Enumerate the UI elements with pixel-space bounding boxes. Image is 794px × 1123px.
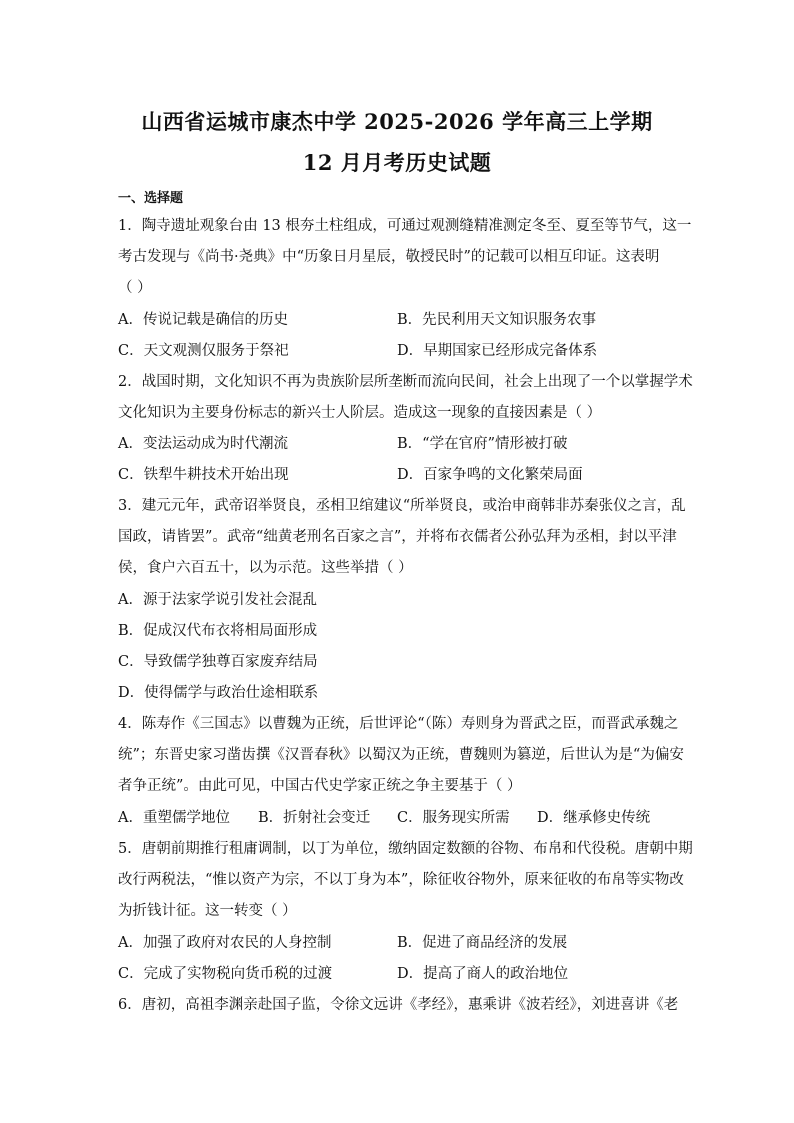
q3-stem-line1: 3．建元元年，武帝诏举贤良，丞相卫绾建议“所举贤良，或治申商韩非苏秦张仪之言，乱 <box>118 498 686 514</box>
q3-option-a: A．源于法家学说引发社会混乱 <box>118 592 317 608</box>
exam-title-line2: 12 月月考历史试题 <box>302 150 492 175</box>
q1-stem-line2: 考古发现与《尚书·尧典》中“历象日月星辰，敬授民时”的记载可以相互印证。这表明 <box>118 249 660 265</box>
q2-stem-line1: 2．战国时期，文化知识不再为贵族阶层所垄断而流向民间，社会上出现了一个以掌握学术 <box>118 374 693 390</box>
q3-stem-line2: 国政，请皆罢”。武帝“绌黄老刑名百家之言”，并将布衣儒者公孙弘拜为丞相，封以平津 <box>118 529 677 545</box>
q4-stem-line2: 统”；东晋史家习凿齿撰《汉晋春秋》以蜀汉为正统，曹魏则为篡逆，后世认为是“为偏安 <box>118 747 684 763</box>
q3-stem-line3: 侯，食户六百五十，以为示范。这些举措（ ） <box>118 560 413 576</box>
q2-option-a: A．变法运动成为时代潮流 <box>118 436 288 452</box>
q4-option-b: B．折射社会变迁 <box>258 810 371 826</box>
section-heading: 一、选择题 <box>118 191 184 206</box>
exam-title-line1: 山西省运城市康杰中学 2025-2026 学年高三上学期 <box>141 109 653 134</box>
q4-option-c: C．服务现实所需 <box>397 810 510 826</box>
q3-option-d: D．使得儒学与政治仕途相联系 <box>118 685 319 701</box>
q3-option-b: B．促成汉代布衣将相局面形成 <box>118 623 318 639</box>
q1-stem-line3: （ ） <box>118 280 152 296</box>
q2-stem-line2: 文化知识为主要身份标志的新兴士人阶层。造成这一现象的直接因素是（ ） <box>118 405 602 421</box>
q5-stem-line2: 改行两税法，“惟以资产为宗，不以丁身为本”，除征收谷物外，原来征收的布帛等实物改 <box>118 872 684 888</box>
q4-option-a: A．重塑儒学地位 <box>118 810 230 826</box>
q5-option-b: B．促进了商品经济的发展 <box>397 935 568 951</box>
q1-option-d: D．早期国家已经形成完备体系 <box>397 343 598 359</box>
q4-option-d: D．继承修史传统 <box>537 810 651 826</box>
q4-stem-line3: 者争正统”。由此可见，中国古代史学家正统之争主要基于（ ） <box>118 778 522 794</box>
q2-option-b: B．“学在官府”情形被打破 <box>397 436 568 452</box>
q5-option-c: C．完成了实物税向货币税的过渡 <box>118 966 333 982</box>
q5-stem-line1: 5．唐朝前期推行租庸调制，以丁为单位，缴纳固定数额的谷物、布帛和代役税。唐朝中期 <box>118 841 693 857</box>
q5-option-d: D．提高了商人的政治地位 <box>397 966 569 982</box>
q5-stem-line3: 为折钱计征。这一转变（ ） <box>118 903 297 919</box>
q6-stem-line1: 6．唐初，高祖李渊亲赴国子监，令徐文远讲《孝经》，惠乘讲《波若经》，刘进喜讲《老 <box>118 997 679 1013</box>
q3-option-c: C．导致儒学独尊百家废弃结局 <box>118 654 318 670</box>
q1-option-a: A．传说记载是确信的历史 <box>118 312 288 328</box>
q1-option-b: B．先民利用天文知识服务农事 <box>397 312 597 328</box>
q2-option-c: C．铁犁牛耕技术开始出现 <box>118 467 289 483</box>
q1-option-c: C．天文观测仅服务于祭祀 <box>118 343 289 359</box>
q1-stem-line1: 1．陶寺遗址观象台由 13 根夯土柱组成，可通过观测缝精准测定冬至、夏至等节气，这一 <box>118 218 692 234</box>
q4-stem-line1: 4．陈寿作《三国志》以曹魏为正统，后世评论“（陈）寿则身为晋武之臣，而晋武承魏之 <box>118 716 679 732</box>
q5-option-a: A．加强了政府对农民的人身控制 <box>118 935 332 951</box>
q2-option-d: D．百家争鸣的文化繁荣局面 <box>397 467 583 483</box>
